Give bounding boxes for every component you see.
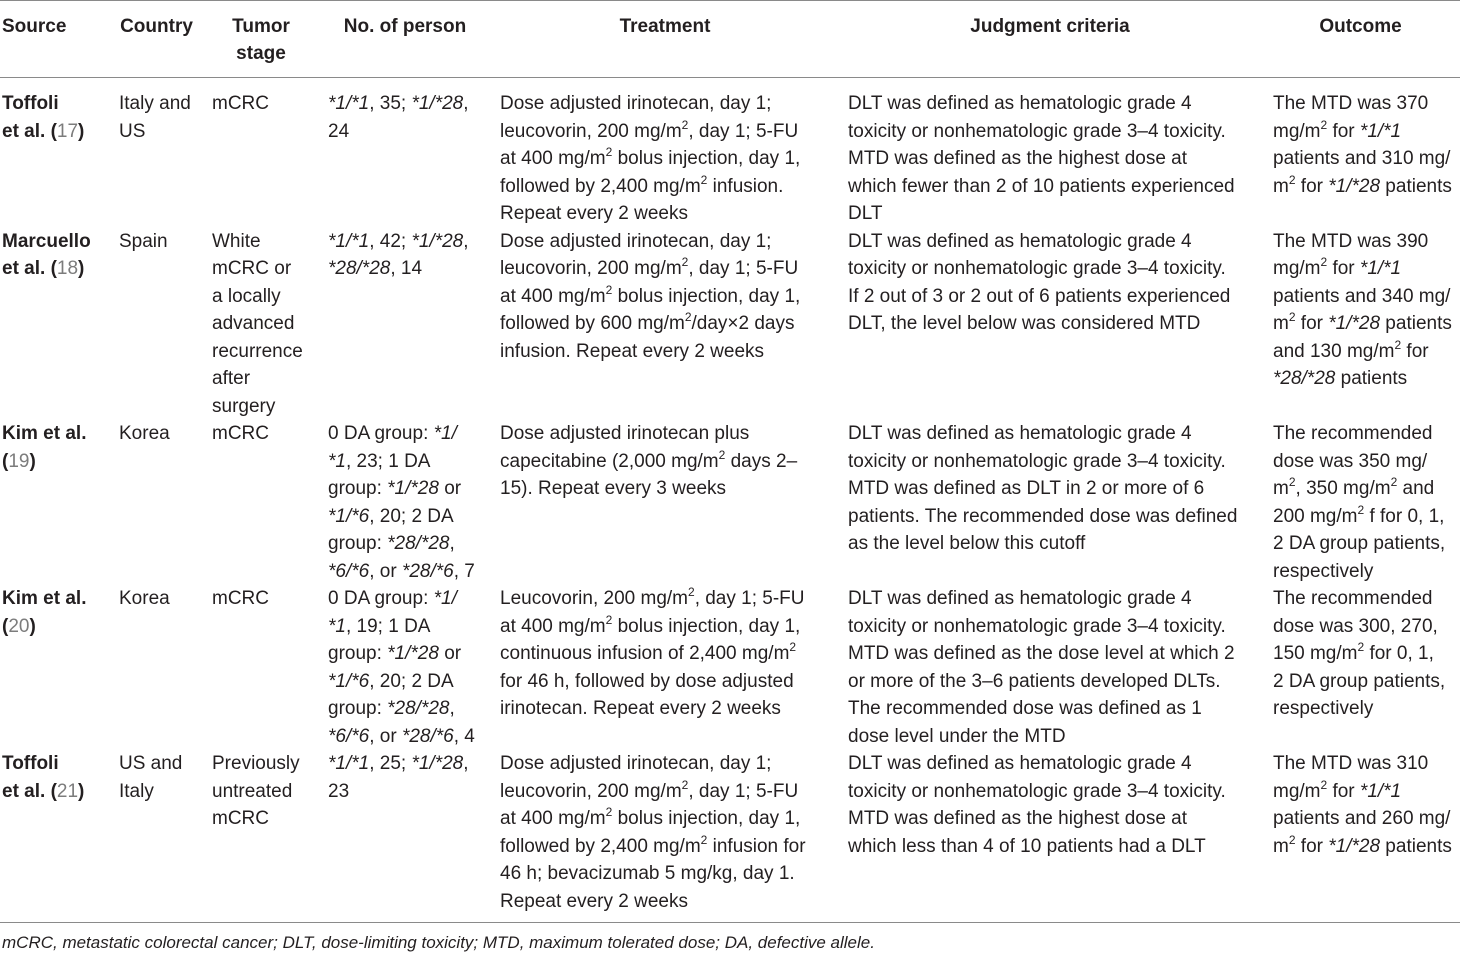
cell-country: Korea [119,423,170,444]
header-tumor-stage: Tumor stage [232,16,290,64]
cell-judgment-criteria: DLT was defined as hematologic grade 4 toxicity or nonhematologic grade 3–4 toxicity. MTD was defined as DLT in 2 or more of 6 patients. The recommended dose was defined as the level below this cutoff [848,423,1238,554]
header-row [0,1,1460,78]
cell-num-persons: *1/*1, 35; *1/*28, 24 [328,93,469,142]
cell-source: Kim et al. (19) [2,423,87,472]
cell-outcome: The MTD was 370 $mg/m^2$ for *1/*1 patients and 310 mg/ $m^2$ for *1/*28 patients [1273,93,1452,197]
cell-source: Toffoli et al. (21) [2,753,85,802]
cell-num-persons: 0 DA group: *1/ *1, 23; 1 DA group: *1/*28 or *1/*6, 20; 2 DA group: *28/*28, *6/*6, or *28/*6, 7 [328,423,475,582]
cell-outcome: The MTD was 310 $mg/m^2$ for *1/*1 patients and 260 mg/ $m^2$ for *1/*28 patients [1273,753,1452,857]
cell-outcome: The recommended dose was 300, 270, 150 $mg/m^2$ for 0, 1, 2 DA group patients, respectively [1273,588,1446,719]
header-source: Source [2,16,67,37]
cell-tumor-stage: White mCRC or a locally advanced recurrence after surgery [212,230,303,417]
cell-source: Toffoli et al. (17) [2,93,85,142]
reference-link[interactable]: 21 [56,780,79,802]
cell-country: Korea [119,588,170,609]
table-header [0,1,1460,78]
cell-tumor-stage: mCRC [212,423,269,444]
cell-treatment: Dose adjusted irinotecan, day 1; leucovorin, 200 $mg/m^2$, day 1; 5-FU at 400 $mg/m^2$ bolus injection, day 1, followed by 2,400 $mg/m^2$ infusion for 46 h; bevacizumab 5 mg/kg, day 1. Repeat every 2 weeks [500,753,806,912]
cell-outcome: The recommended dose was 350 mg/ $m^2$, 350 $mg/m^2$ and 200 $mg/m^2$ f for 0, 1, 2 DA group patients, respectively [1273,423,1446,582]
cell-tumor-stage: mCRC [212,588,269,609]
table-row [0,420,1460,585]
reference-link[interactable]: 19 [8,450,30,472]
header-country: Country [120,16,193,37]
table-row [0,228,1460,421]
cell-judgment-criteria: DLT was defined as hematologic grade 4 toxicity or nonhematologic grade 3–4 toxicity. MTD was defined as the highest dose at which fewer than 2 of 10 patients experienced DLT [848,93,1235,224]
cell-judgment-criteria: DLT was defined as hematologic grade 4 toxicity or nonhematologic grade 3–4 toxicity. MTD was defined as the dose level at which 2 or more of the 3–6 patients developed DLTs. The recommended dose was defined as 1 dose level under the MTD [848,588,1235,747]
reference-link[interactable]: 20 [8,615,30,637]
cell-treatment: Dose adjusted irinotecan plus capecitabine (2,000 $mg/m^2$ days 2– 15). Repeat every 3 weeks [500,423,798,499]
header-treatment: Treatment [619,16,711,37]
cell-num-persons: 0 DA group: *1/ *1, 19; 1 DA group: *1/*28 or *1/*6, 20; 2 DA group: *28/*28, *6/*6, or *28/*6, 4 [328,588,475,747]
cell-source: Marcuello et al. (18) [2,230,91,279]
cell-num-persons: *1/*1, 42; *1/*28, *28/*28, 14 [328,230,469,279]
table-row [0,585,1460,750]
table-footnote: mCRC, metastatic colorectal cancer; DLT, dose-limiting toxicity; MTD, maximum tolerated dose; DA, defective allele. [2,933,875,952]
header-judgment-criteria: Judgment criteria [970,16,1130,37]
cell-treatment: Leucovorin, 200 $mg/m^2$, day 1; 5-FU at 400 $mg/m^2$ bolus injection, day 1, continuous infusion of 2,400 $mg/m^2$ for 46 h, followed by dose adjusted irinotecan. Repeat every 2 weeks [500,585,805,719]
cell-treatment: Dose adjusted irinotecan, day 1; leucovorin, 200 $mg/m^2$, day 1; 5-FU at 400 $mg/m^2$ bolus injection, day 1, followed by 600 $mg/m^2/day\times 2$ days infusion. Repeat every 2 weeks [500,230,801,362]
cell-judgment-criteria: DLT was defined as hematologic grade 4 toxicity or nonhematologic grade 3–4 toxicity. If 2 out of 3 or 2 out of 6 patients experienced DLT, the level below was considered MTD [848,230,1231,334]
cell-tumor-stage: Previously untreated mCRC [212,753,300,829]
reference-link[interactable]: 18 [56,258,79,279]
cell-outcome: The MTD was 390 $mg/m^2$ for *1/*1 patients and 340 mg/ $m^2$ for *1/*28 patients and 130 $mg/m^2$ for *28/*28 patients [1273,230,1452,389]
cell-tumor-stage: mCRC [212,93,269,114]
cell-treatment: Dose adjusted irinotecan, day 1; leucovorin, 200 $mg/m^2$, day 1; 5-FU at 400 $mg/m^2$ bolus injection, day 1, followed by 2,400 $mg/m^2$ infusion. Repeat every 2 weeks [500,93,801,224]
reference-link[interactable]: 17 [56,120,79,142]
cell-num-persons: *1/*1, 25; *1/*28, 23 [328,753,469,802]
header-outcome: Outcome [1319,16,1402,37]
table-row [0,78,1460,228]
cell-country: US and Italy [119,753,183,802]
cell-country: Spain [119,230,168,252]
table-row [0,750,1460,922]
cell-source: Kim et al. (20) [2,588,87,637]
cell-country: Italy and US [119,93,191,142]
cell-judgment-criteria: DLT was defined as hematologic grade 4 toxicity or nonhematologic grade 3–4 toxicity. MTD was defined as the highest dose at which less than 4 of 10 patients had a DLT [848,753,1226,857]
header-num-persons: No. of person [343,16,467,37]
